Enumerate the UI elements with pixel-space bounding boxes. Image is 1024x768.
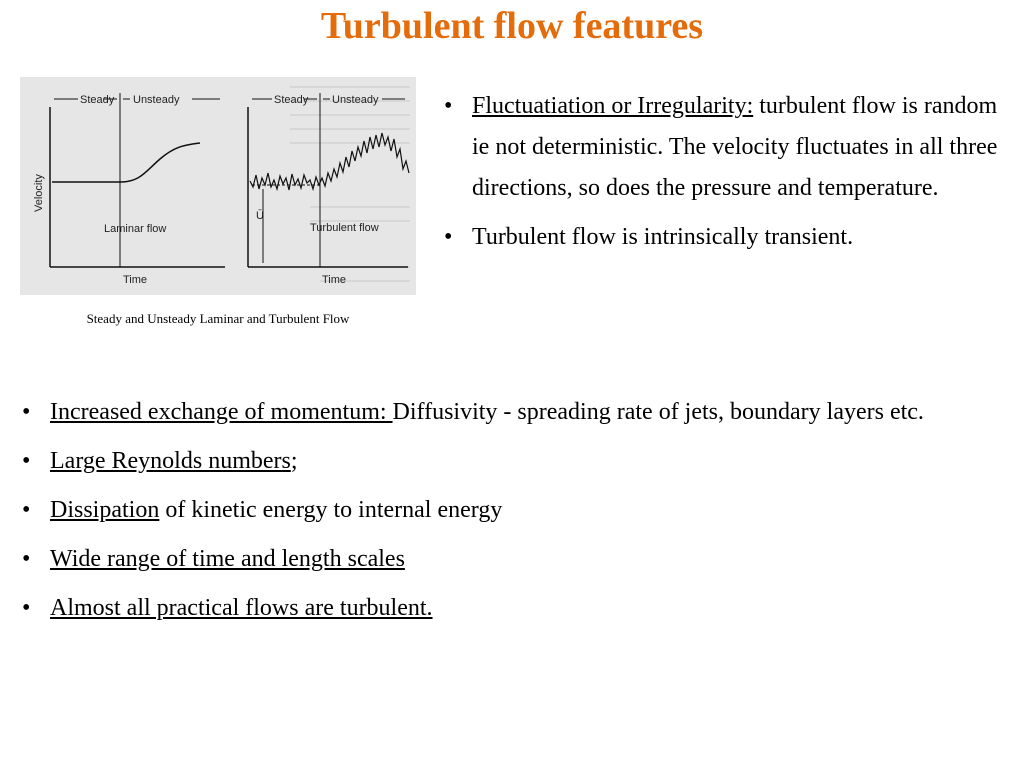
left-x-label: Time: [123, 274, 148, 286]
list-item: [22, 588, 1012, 629]
bottom-bullet-list: [22, 392, 1012, 637]
bullet-text: of kinetic energy to internal energy: [159, 497, 503, 523]
slide-title: Turbulent flow features: [320, 5, 704, 47]
left-y-label: Velocity: [33, 174, 45, 212]
bullet-dot: •: [444, 93, 453, 119]
bullet-text: turbulent flow is random ie not deterministic. The velocity fluctuates in all three directions, so does the pressure and temperature.: [472, 93, 998, 201]
bullet-heading: Wide range of time and length scales: [50, 546, 405, 572]
figure-caption: Steady and Unsteady Laminar and Turbulent Flow: [86, 311, 350, 326]
flow-figure: [20, 77, 416, 295]
left-unsteady-label: Unsteady: [133, 94, 180, 106]
bullet-dot: •: [22, 497, 31, 523]
bullet-dot: •: [22, 595, 31, 621]
bullet-dot: •: [22, 546, 31, 572]
turbulent-panel: [248, 93, 409, 286]
flow-diagram: [20, 77, 416, 295]
laminar-curve: [52, 143, 200, 182]
right-unsteady-label: Unsteady: [332, 94, 379, 106]
bullet-text: Diffusivity - spreading rate of jets, boundary layers etc.: [392, 399, 924, 425]
bullet-dot: •: [22, 448, 31, 474]
right-steady-label: Steady: [274, 94, 309, 106]
bullet-dot: •: [444, 224, 453, 250]
list-item: [444, 217, 1020, 258]
bullet-heading: Large Reynolds numbers: [50, 448, 291, 474]
right-bullet-list: [444, 86, 1020, 266]
list-item: [22, 539, 1012, 580]
turbulent-flow-label: Turbulent flow: [310, 222, 379, 234]
list-item: [444, 86, 1020, 209]
list-item: [22, 392, 1012, 433]
bullet-heading: Fluctuatiation or Irregularity:: [472, 93, 754, 119]
right-x-label: Time: [322, 274, 347, 286]
mean-velocity-label: Ū: [256, 210, 264, 222]
bullet-text: ;: [290, 448, 298, 474]
bullet-dot: •: [22, 399, 31, 425]
list-item: [22, 441, 1012, 482]
turbulent-trace: [250, 133, 409, 190]
left-steady-label: Steady: [80, 94, 115, 106]
bullet-heading: Increased exchange of momentum:: [50, 399, 393, 425]
list-item: [22, 490, 1012, 531]
laminar-flow-label: Laminar flow: [104, 223, 167, 235]
laminar-panel: [33, 93, 225, 286]
bullet-heading: Almost all practical flows are turbulent.: [50, 595, 433, 621]
bullet-heading: Dissipation: [50, 497, 160, 523]
bullet-text: Turbulent flow is intrinsically transient.: [472, 224, 854, 250]
